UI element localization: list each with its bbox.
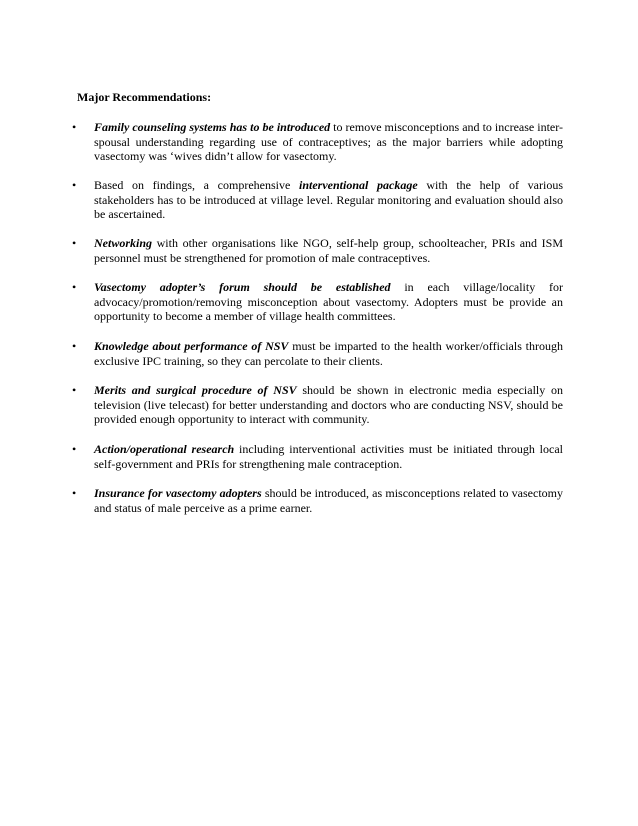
key-phrase: Family counseling systems has to be introduced: [94, 120, 331, 134]
list-item-text: Knowledge about performance of NSV must be imparted to the health worker/officials through exclusive IPC training, so they can percolate to their clients.: [94, 339, 563, 368]
section-heading: Major Recommendations:: [77, 90, 212, 104]
bullet-icon: •: [72, 383, 77, 397]
list-item-knowledge-nsv: [72, 339, 563, 368]
list-item-text: Merits and surgical procedure of NSV should be shown in electronic media especially on television (live telecast) for better understanding and doctors who are conducting NSV, should be provided enough opportunity to interact with community.: [94, 383, 563, 426]
list-item-family-counseling: [72, 120, 563, 164]
bullet-icon: •: [72, 236, 77, 250]
list-item-text: Vasectomy adopter’s forum should be established in each village/locality for advocacy/promotion/removing misconception about vasectomy. Adopters must be provide an opportunity to become a member of village health committees.: [94, 280, 564, 323]
key-phrase: Networking: [94, 236, 153, 250]
list-item-text: Networking with other organisations like NGO, self-help group, schoolteacher, PRIs and ISM personnel must be strengthened for promotion of male contraceptives.: [94, 236, 563, 265]
list-item-text: Family counseling systems has to be introduced to remove misconceptions and to increase inter-spousal understanding regarding use of contraceptives; as the major barriers while adopting vasectomy was ‘wives didn’t allow for vasectomy.: [94, 120, 563, 163]
list-item-text: Based on findings, a comprehensive interventional package with the help of various stakeholders has to be introduced at village level. Regular monitoring and evaluation should also be ascertained.: [94, 178, 563, 221]
key-phrase: Insurance for vasectomy adopters: [94, 486, 262, 500]
key-phrase: Knowledge about performance of NSV: [94, 339, 289, 353]
key-phrase: Vasectomy adopter’s forum should be established: [94, 280, 391, 294]
list-item-text: Insurance for vasectomy adopters should be introduced, as misconceptions related to vasectomy and status of male perceive as a prime earner.: [94, 486, 563, 515]
list-item-text: Action/operational research including interventional activities must be initiated through local self-government and PRIs for strengthening male contraception.: [94, 442, 563, 471]
list-item-merits-nsv: [72, 383, 563, 427]
bullet-icon: •: [72, 280, 77, 294]
key-phrase: interventional package: [298, 178, 418, 192]
list-item-interventional-package: [72, 178, 563, 222]
list-item-operational-research: [72, 442, 563, 471]
bullet-icon: •: [72, 442, 77, 456]
list-item-adopters-forum: [72, 280, 563, 324]
list-item-networking: [72, 236, 563, 265]
list-item-insurance: [72, 486, 563, 515]
bullet-icon: •: [72, 339, 77, 353]
key-phrase: Action/operational research: [94, 442, 235, 456]
bullet-icon: •: [72, 178, 77, 192]
key-phrase: Merits and surgical procedure of NSV: [94, 383, 297, 397]
bullet-icon: •: [72, 120, 77, 134]
bullet-icon: •: [72, 486, 77, 500]
